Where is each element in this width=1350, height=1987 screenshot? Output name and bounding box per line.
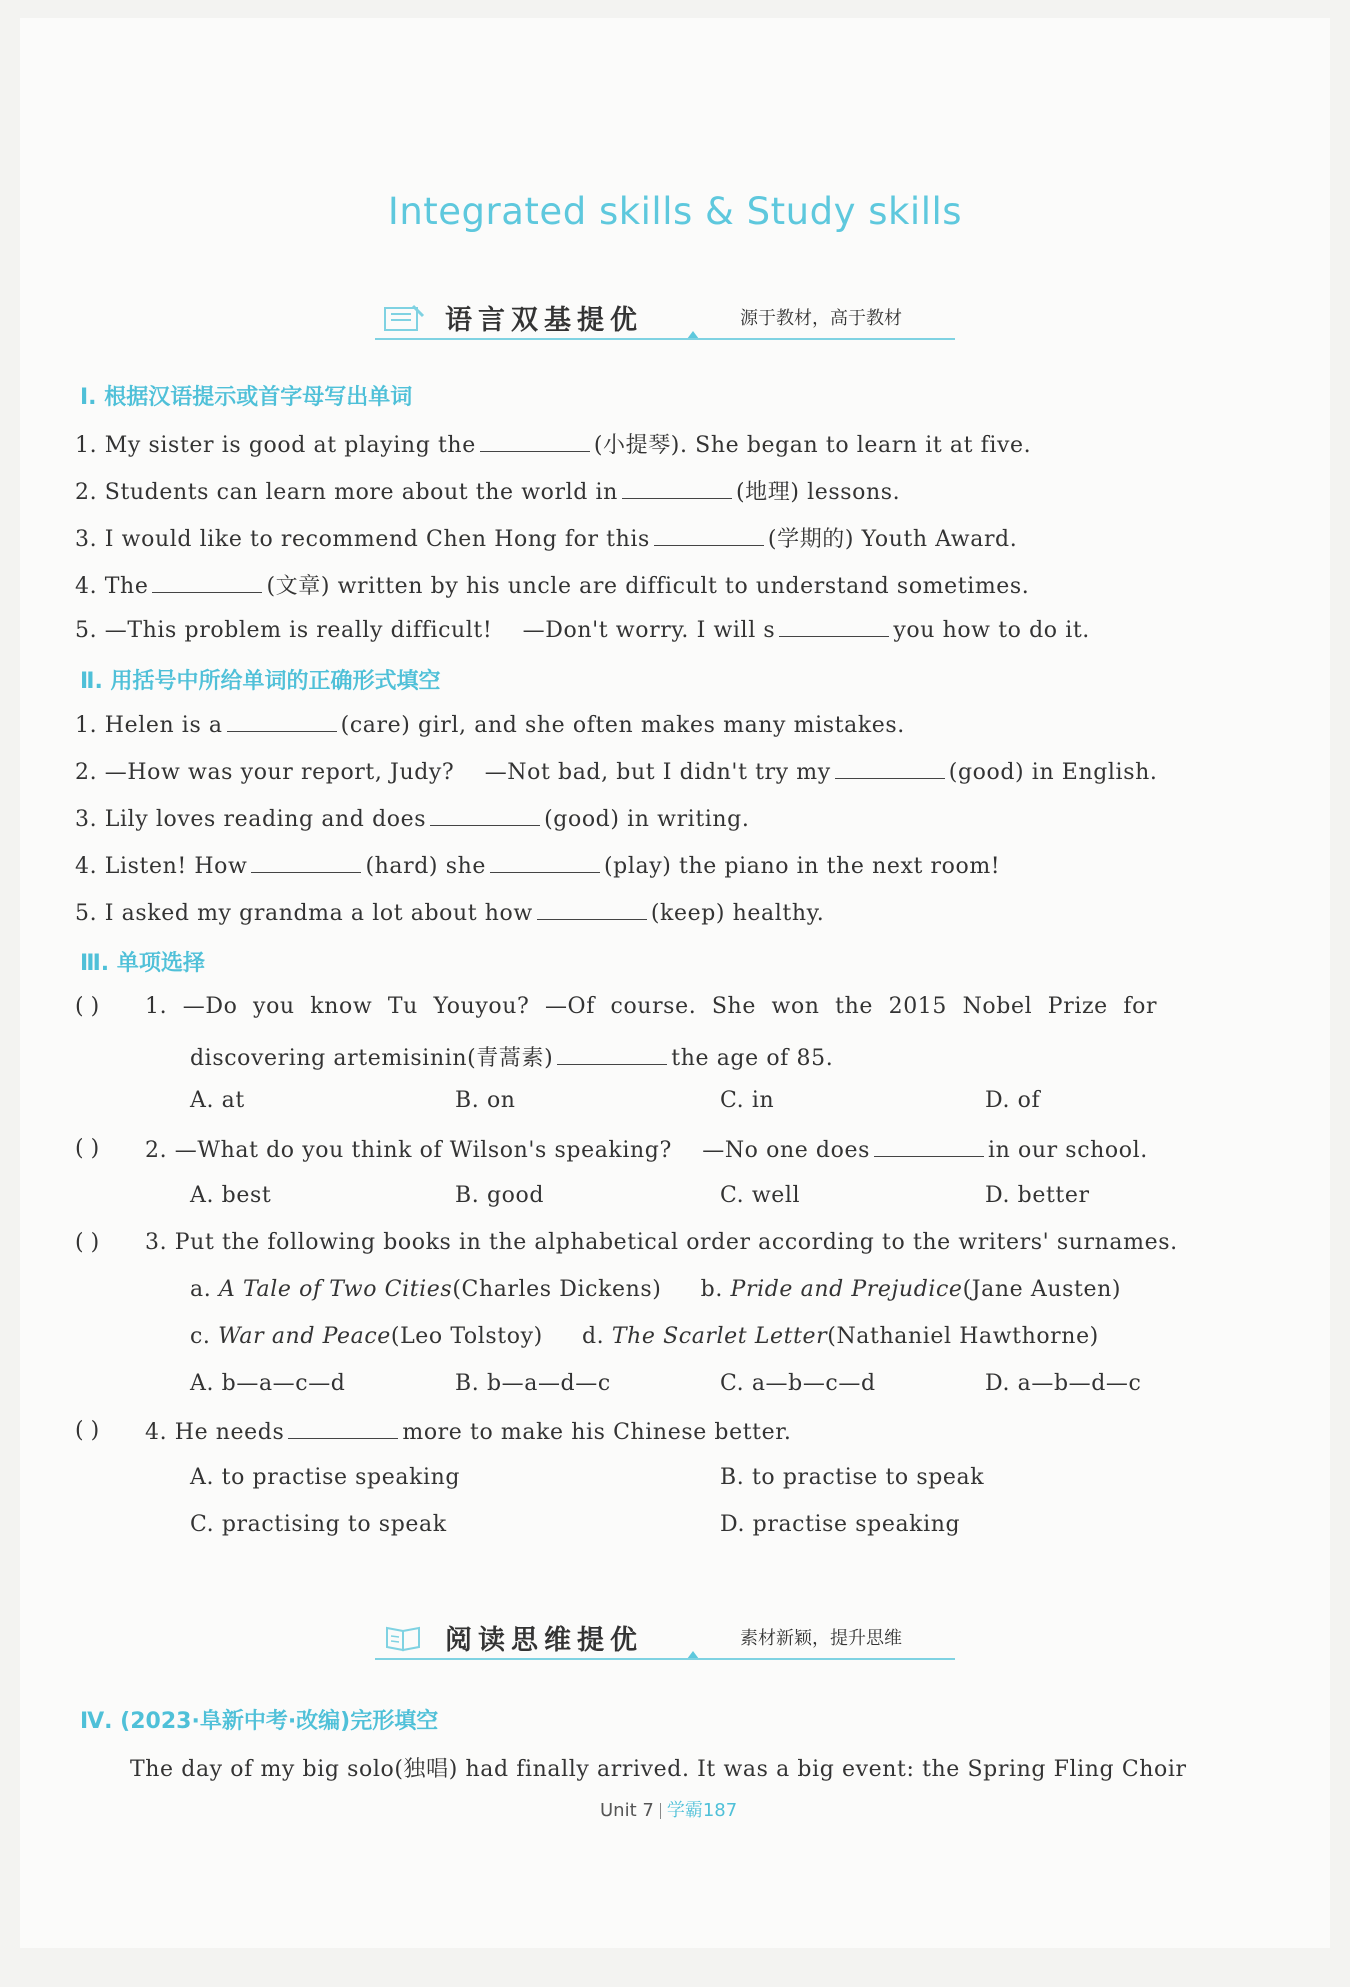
fill-item bbox=[75, 616, 1090, 643]
option-c[interactable]: C. well bbox=[720, 1183, 801, 1208]
answer-paren[interactable]: ( ) bbox=[75, 1230, 100, 1255]
item-text: 1. Helen is a bbox=[75, 713, 223, 738]
option-c[interactable]: C. in bbox=[720, 1088, 775, 1113]
book-author: (Charles Dickens) bbox=[452, 1277, 662, 1302]
answer-blank[interactable] bbox=[288, 1418, 398, 1439]
item-text: b. bbox=[700, 1277, 731, 1302]
item-text: (good) in writing. bbox=[544, 807, 750, 832]
book-list-row bbox=[190, 1277, 1121, 1302]
section-subtitle: 源于教材，高于教材 bbox=[740, 308, 902, 329]
fill-item bbox=[75, 899, 824, 926]
divider bbox=[375, 338, 955, 340]
question-text: 3. Put the following books in the alphabetical order according to the writers' surnames. bbox=[145, 1230, 1178, 1255]
book-title: Pride and Prejudice bbox=[730, 1277, 963, 1302]
item-text: more to make his Chinese better. bbox=[402, 1420, 792, 1445]
fill-item bbox=[75, 475, 900, 506]
option-b[interactable]: B. to practise to speak bbox=[720, 1465, 985, 1490]
section-header-reading bbox=[375, 1616, 975, 1656]
item-text: (文章) written by his uncle are difficult to understand sometimes. bbox=[266, 574, 1030, 599]
notebook-icon bbox=[383, 302, 427, 332]
fill-item bbox=[75, 711, 905, 738]
question-text-cont bbox=[190, 1041, 833, 1072]
option-b[interactable]: B. on bbox=[455, 1088, 516, 1113]
option-a[interactable]: A. b—a—c—d bbox=[190, 1371, 346, 1396]
item-text: 4. Listen! How bbox=[75, 854, 248, 879]
item-text: you how to do it. bbox=[893, 618, 1090, 643]
item-text: 2. —How was your report, Judy? —Not bad, but I didn't try my bbox=[75, 760, 831, 785]
part-4-heading: Ⅳ. (2023·阜新中考·改编)完形填空 bbox=[80, 1709, 439, 1734]
option-c[interactable]: C. a—b—c—d bbox=[720, 1371, 876, 1396]
fill-item bbox=[75, 758, 1157, 785]
brand-label: 学霸 bbox=[666, 1800, 703, 1821]
option-d[interactable]: D. practise speaking bbox=[720, 1512, 961, 1537]
option-a[interactable]: A. at bbox=[190, 1088, 245, 1113]
book-author: (Nathaniel Hawthorne) bbox=[827, 1324, 1099, 1349]
part-1-heading: Ⅰ. 根据汉语提示或首字母写出单词 bbox=[80, 385, 413, 410]
item-text: 3. I would like to recommend Chen Hong for this bbox=[75, 527, 650, 552]
book-author: (Leo Tolstoy) bbox=[390, 1324, 543, 1349]
answer-blank[interactable] bbox=[490, 852, 600, 873]
item-text: 3. Lily loves reading and does bbox=[75, 807, 427, 832]
book-title: War and Peace bbox=[218, 1324, 391, 1349]
part-2-heading: Ⅱ. 用括号中所给单词的正确形式填空 bbox=[80, 669, 441, 694]
item-text: 2. —What do you think of Wilson's speaking? —No one does bbox=[145, 1138, 870, 1163]
item-text: 5. —This problem is really difficult! —Don't worry. I will s bbox=[75, 618, 776, 643]
question-text: 1. —Do you know Tu Youyou? —Of course. She won the 2015 Nobel Prize for bbox=[145, 994, 1158, 1019]
book-icon bbox=[383, 1622, 427, 1652]
book-list-row bbox=[190, 1324, 1099, 1349]
item-text: c. bbox=[190, 1324, 219, 1349]
item-text: (小提琴). She began to learn it at five. bbox=[593, 433, 1032, 458]
unit-label: Unit 7 bbox=[600, 1800, 654, 1821]
passage-text: The day of my big solo(独唱) had finally arrived. It was a big event: the Spring Fling Choir bbox=[130, 1757, 1187, 1782]
answer-blank[interactable] bbox=[622, 478, 732, 499]
page-title: Integrated skills & Study skills bbox=[387, 190, 963, 233]
book-title: A Tale of Two Cities bbox=[218, 1277, 453, 1302]
page-number: 187 bbox=[702, 1800, 738, 1821]
section-title: 阅读思维提优 bbox=[445, 1625, 643, 1656]
option-b[interactable]: B. good bbox=[455, 1183, 545, 1208]
item-text: (keep) healthy. bbox=[650, 901, 825, 926]
section-title: 语言双基提优 bbox=[445, 305, 643, 336]
section-subtitle: 素材新颖，提升思维 bbox=[740, 1628, 902, 1649]
answer-blank[interactable] bbox=[779, 616, 889, 637]
item-text: 1. My sister is good at playing the bbox=[75, 433, 476, 458]
divider bbox=[375, 1658, 955, 1660]
part-3-heading: Ⅲ. 单项选择 bbox=[80, 951, 205, 976]
fill-item bbox=[75, 428, 1031, 459]
answer-paren[interactable]: ( ) bbox=[75, 994, 100, 1019]
answer-blank[interactable] bbox=[557, 1044, 667, 1065]
item-text: 4. He needs bbox=[145, 1420, 285, 1445]
item-text: 5. I asked my grandma a lot about how bbox=[75, 901, 533, 926]
item-text: (学期的) Youth Award. bbox=[767, 527, 1018, 552]
item-text: (care) girl, and she often makes many mistakes. bbox=[340, 713, 905, 738]
item-text: d. bbox=[581, 1324, 612, 1349]
item-text: 2. Students can learn more about the world in bbox=[75, 480, 618, 505]
answer-blank[interactable] bbox=[537, 899, 647, 920]
fill-item bbox=[75, 852, 1000, 879]
option-b[interactable]: B. b—a—d—c bbox=[455, 1371, 611, 1396]
book-title: The Scarlet Letter bbox=[611, 1324, 828, 1349]
answer-blank[interactable] bbox=[227, 711, 337, 732]
item-text: the age of 85. bbox=[671, 1046, 834, 1071]
question-text bbox=[145, 1418, 792, 1445]
option-a[interactable]: A. best bbox=[190, 1183, 272, 1208]
answer-blank[interactable] bbox=[874, 1136, 984, 1157]
book-author: (Jane Austen) bbox=[962, 1277, 1122, 1302]
footer-divider bbox=[660, 1803, 661, 1819]
answer-blank[interactable] bbox=[152, 572, 262, 593]
question-text bbox=[145, 1136, 1148, 1163]
option-d[interactable]: D. better bbox=[985, 1183, 1090, 1208]
section-header-basics bbox=[375, 296, 975, 336]
option-d[interactable]: D. a—b—d—c bbox=[985, 1371, 1142, 1396]
answer-blank[interactable] bbox=[480, 431, 590, 452]
fill-item bbox=[75, 805, 749, 832]
fill-item bbox=[75, 569, 1029, 600]
item-text: (地理) lessons. bbox=[735, 480, 901, 505]
page-footer bbox=[600, 1796, 737, 1822]
answer-blank[interactable] bbox=[251, 852, 361, 873]
item-text: 4. The bbox=[75, 574, 149, 599]
item-text: (hard) she bbox=[365, 854, 486, 879]
answer-paren[interactable]: ( ) bbox=[75, 1136, 100, 1161]
item-text: discovering artemisinin(青蒿素) bbox=[190, 1046, 554, 1071]
answer-blank[interactable] bbox=[654, 525, 764, 546]
option-d[interactable]: D. of bbox=[985, 1088, 1041, 1113]
page bbox=[20, 18, 1330, 1948]
answer-paren[interactable]: ( ) bbox=[75, 1418, 100, 1443]
answer-blank[interactable] bbox=[430, 805, 540, 826]
fill-item bbox=[75, 522, 1017, 553]
item-text: in our school. bbox=[987, 1138, 1148, 1163]
answer-blank[interactable] bbox=[835, 758, 945, 779]
item-text: a. bbox=[190, 1277, 219, 1302]
option-c[interactable]: C. practising to speak bbox=[190, 1512, 447, 1537]
item-text: (good) in English. bbox=[948, 760, 1158, 785]
item-text: (play) the piano in the next room! bbox=[603, 854, 1001, 879]
option-a[interactable]: A. to practise speaking bbox=[190, 1465, 461, 1490]
